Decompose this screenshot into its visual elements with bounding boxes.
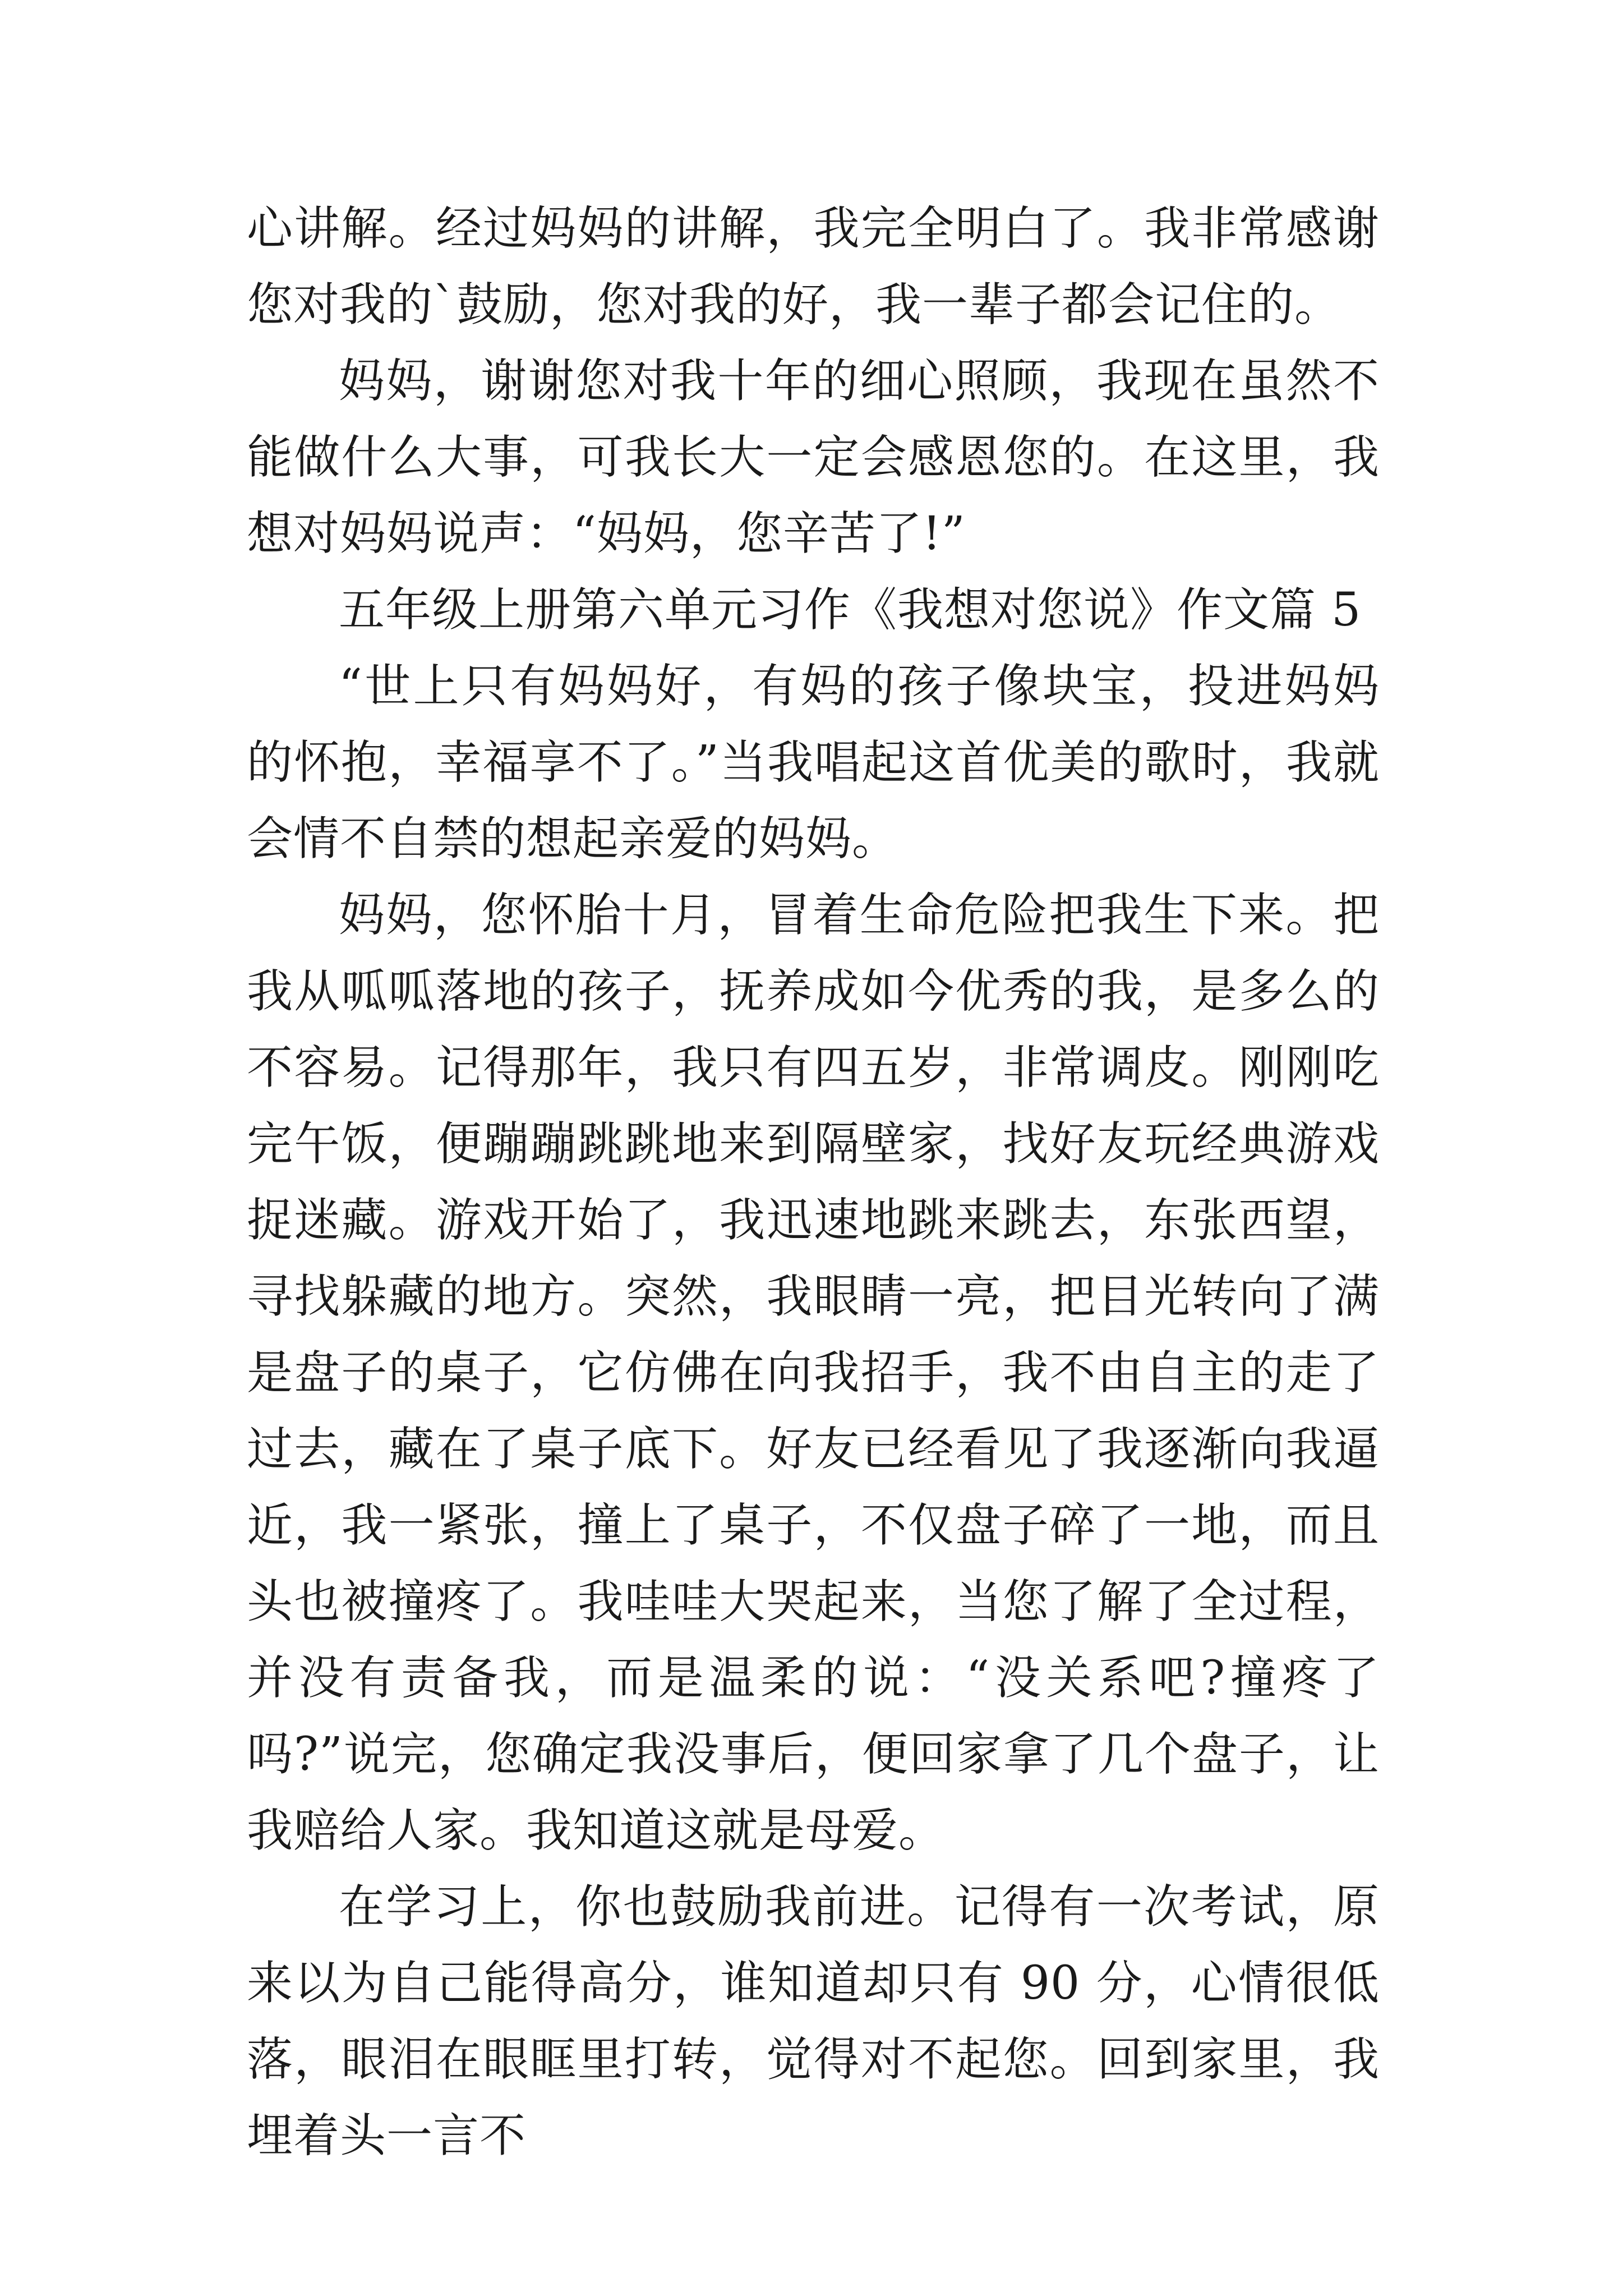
paragraph-study: 在学习上，你也鼓励我前进。记得有一次考试，原来以为自己能得高分，谁知道却只有 90 分，心情很低落，眼泪在眼眶里打转，觉得对不起您。回到家里，我埋着头一言不 — [247, 1880, 1380, 2162]
section-title: 五年级上册第六单元习作《我想对您说》作文篇 5 — [339, 583, 1362, 637]
paragraph-thanks: 妈妈，谢谢您对我十年的细心照顾，我现在虽然不能做什么大事，可我长大一定会感恩您的。在这里，我想对妈妈说声：“妈妈，您辛苦了!” — [247, 355, 1380, 560]
paragraph-story: 妈妈，您怀胎十月，冒着生命危险把我生下来。把我从呱呱落地的孩子，抚养成如今优秀的我，是多么的不容易。记得那年，我只有四五岁，非常调皮。刚刚吃完午饭，便蹦蹦跳跳地来到隔壁家，找好友玩经典游戏捉迷藏。游戏开始了，我迅速地跳来跳去，东张西望，寻找躲藏的地方。突然，我眼睛一亮，把目光转向了满是盘子的桌子，它仿佛在向我招手，我不由自主的走了过去，藏在了桌子底下。好友已经看见了我逐渐向我逼近，我一紧张，撞上了桌子，不仅盘子碎了一地，而且头也被撞疼了。我哇哇大哭起来，当您了解了全过程，并没有责备我，而是温柔的说：“没关系吧?撞疼了吗?”说完，您确定我没事后，便回家拿了几个盘子，让我赔给人家。我知道这就是母爱。 — [247, 889, 1380, 1857]
paragraph-continued: 心讲解。经过妈妈的讲解，我完全明白了。我非常感谢您对我的`鼓励，您对我的好，我一辈子都会记住的。 — [247, 202, 1380, 332]
paragraph-song: “世上只有妈妈好，有妈的孩子像块宝，投进妈妈的怀抱，幸福享不了。”当我唱起这首优美的歌时，我就会情不自禁的想起亲爱的妈妈。 — [247, 660, 1380, 866]
document-body — [247, 191, 1380, 2174]
